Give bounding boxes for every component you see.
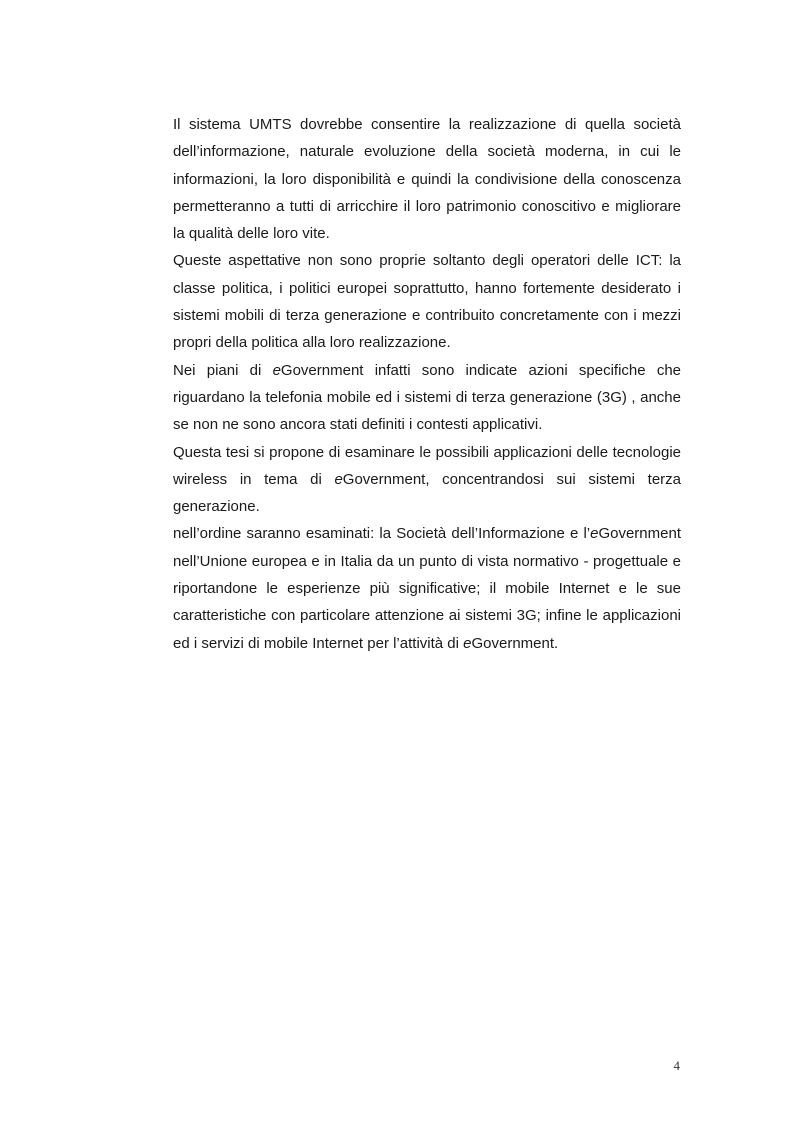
paragraph-egov-plans bbox=[173, 357, 681, 439]
paragraph-text: Nei piani di bbox=[173, 361, 273, 379]
paragraph-text: Government nell’Unione europea e in Italia da un punto di vista normativo - progettuale e riportandone le esperienze più significative; il mobile Internet e le sue caratteristiche con particolare attenzione ai sistemi 3G; infine le applicazioni ed i servizi di mobile Internet per l’attività di bbox=[173, 525, 681, 652]
page-number: 4 bbox=[673, 1058, 680, 1073]
paragraph-thesis-outline bbox=[173, 520, 681, 656]
paragraph-text: nell’ordine saranno esaminati: la Società dell’Informazione e l’ bbox=[173, 525, 591, 543]
paragraph-text: Queste aspettative non sono proprie soltanto degli operatori delle ICT: la classe politica, i politici europei soprattutto, hanno fortemente desiderato i sistemi mobili di terza generazione e contribuito concretamente con i mezzi propri della politica alla loro realizzazione. bbox=[173, 252, 681, 352]
paragraph-umts-society bbox=[173, 111, 681, 247]
italic-e: e bbox=[590, 525, 599, 543]
italic-e: e bbox=[463, 634, 472, 652]
paragraph-text: Government infatti sono indicate azioni specifiche che riguardano la telefonia mobile ed i sistemi di terza generazione (3G) , anche se non ne sono ancora stati definiti i contesti applicativi. bbox=[173, 361, 681, 434]
paragraph-thesis-aim bbox=[173, 439, 681, 521]
paragraph-text: Government, concentrandosi sui sistemi terza generazione. bbox=[173, 470, 681, 516]
body-text bbox=[173, 111, 681, 657]
italic-e: e bbox=[334, 470, 343, 488]
paragraph-ict-expectations bbox=[173, 247, 681, 356]
paragraph-text: Il sistema UMTS dovrebbe consentire la realizzazione di quella società dell’informazione, naturale evoluzione della società moderna, in cui le informazioni, la loro disponibilità e quindi la condivisione della conoscenza permetteranno a tutti di arricchire il loro patrimonio conoscitivo e migliorare la qualità delle loro vite. bbox=[173, 116, 681, 243]
italic-e: e bbox=[272, 361, 281, 379]
paragraph-text: Government. bbox=[471, 634, 559, 652]
paragraph-text: Questa tesi si propone di esaminare le possibili applicazioni delle tecnologie wireless in tema di bbox=[173, 443, 681, 488]
